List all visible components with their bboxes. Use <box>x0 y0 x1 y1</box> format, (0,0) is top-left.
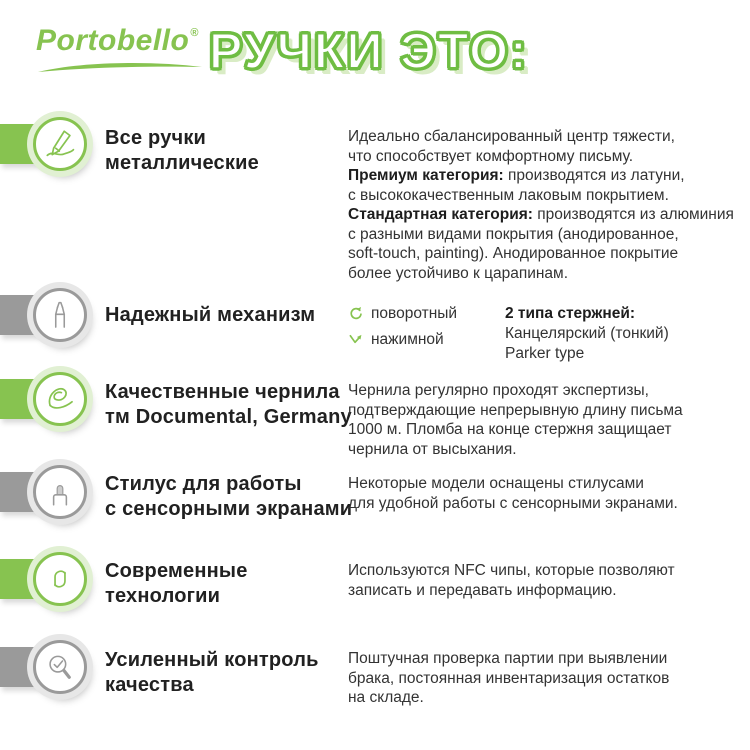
feature-row-quality <box>0 640 750 730</box>
feature-text <box>348 127 743 283</box>
feature-text <box>348 561 743 600</box>
feature-title: Качественные чернила тм Documental, Germany <box>105 381 352 428</box>
feature-title: Усиленный контроль качества <box>105 649 319 696</box>
refill-item: Канцелярский (тонкий) <box>505 325 669 342</box>
feature-row-technology <box>0 552 750 642</box>
icon-badge <box>33 372 87 426</box>
feature-row-metal <box>0 117 750 292</box>
mechanism-label: поворотный <box>371 305 458 322</box>
mechanism-types <box>348 304 505 355</box>
text-line: на складе. <box>348 689 424 706</box>
brand-logo-text: Portobello® <box>36 24 199 57</box>
refill-item: Parker type <box>505 345 585 362</box>
text-line: 1000 м. Пломба на конце стержня защищает <box>348 421 672 438</box>
refill-heading: 2 типа стержней: <box>505 305 636 322</box>
text-line: Некоторые модели оснащены стилусами <box>348 475 644 492</box>
feature-text <box>348 649 743 708</box>
icon-badge <box>33 117 87 171</box>
logo-swoosh <box>36 60 204 74</box>
brand-logo <box>36 24 206 74</box>
mechanism-label: нажимной <box>371 330 444 348</box>
text-line: для удобной работы с сенсорными экранами. <box>348 494 678 512</box>
feature-text <box>348 381 743 459</box>
rotate-icon <box>348 306 363 321</box>
text-line: что способствует комфортному письму. <box>348 147 634 165</box>
text-line: Используются NFC чипы, которые позволяют <box>348 562 675 579</box>
nfc-icon <box>43 562 77 596</box>
feature-title: Надежный механизм <box>105 304 316 326</box>
feature-title: Стилус для работы с сенсорными экранами <box>105 473 353 520</box>
icon-badge <box>33 640 87 694</box>
feature-row-ink <box>0 372 750 462</box>
icon-badge <box>33 552 87 606</box>
feature-row-mechanism <box>0 288 750 378</box>
feature-text <box>348 474 743 513</box>
text-line: Поштучная проверка партии при выявлении <box>348 650 668 667</box>
text-line: чернила от высыхания. <box>348 440 517 458</box>
stylus-tip-icon <box>43 475 77 509</box>
text-line: брака, постоянная инвентаризация остатков <box>348 669 670 687</box>
feature-title: Все ручки металлические <box>105 127 259 174</box>
text-line: с высококачественным лаковым покрытием. <box>348 186 669 204</box>
text-line: Премиум категория: производятся из латуни, <box>348 167 685 184</box>
text-line: подтверждающие непрерывную длину письма <box>348 401 683 419</box>
mechanism-item <box>348 330 505 350</box>
push-icon <box>348 332 363 347</box>
icon-badge <box>33 465 87 519</box>
refill-types <box>505 304 669 364</box>
ink-scribble-icon <box>43 382 77 416</box>
icon-badge <box>33 288 87 342</box>
text-line: Чернила регулярно проходят экспертизы, <box>348 382 649 399</box>
text-line: Стандартная категория: производятся из алюминия <box>348 206 734 223</box>
feature-row-stylus <box>0 465 750 555</box>
text-line: Идеально сбалансированный центр тяжести, <box>348 128 675 145</box>
page-title: РУЧКИ ЭТО: <box>209 23 529 79</box>
mechanism-item <box>348 304 505 324</box>
mechanism-details <box>348 304 743 364</box>
text-line: с разными видами покрытия (анодированное, <box>348 225 679 243</box>
pen-tip-icon <box>43 298 77 332</box>
text-line: soft-touch, painting). Анодированное покрытие <box>348 245 679 262</box>
text-line: записать и передавать информацию. <box>348 581 617 599</box>
feature-title: Современные технологии <box>105 560 248 607</box>
text-line: более устойчиво к царапинам. <box>348 264 569 282</box>
pen-writing-icon <box>43 127 77 161</box>
magnifier-check-icon <box>43 650 77 684</box>
registered-mark: ® <box>190 27 199 39</box>
